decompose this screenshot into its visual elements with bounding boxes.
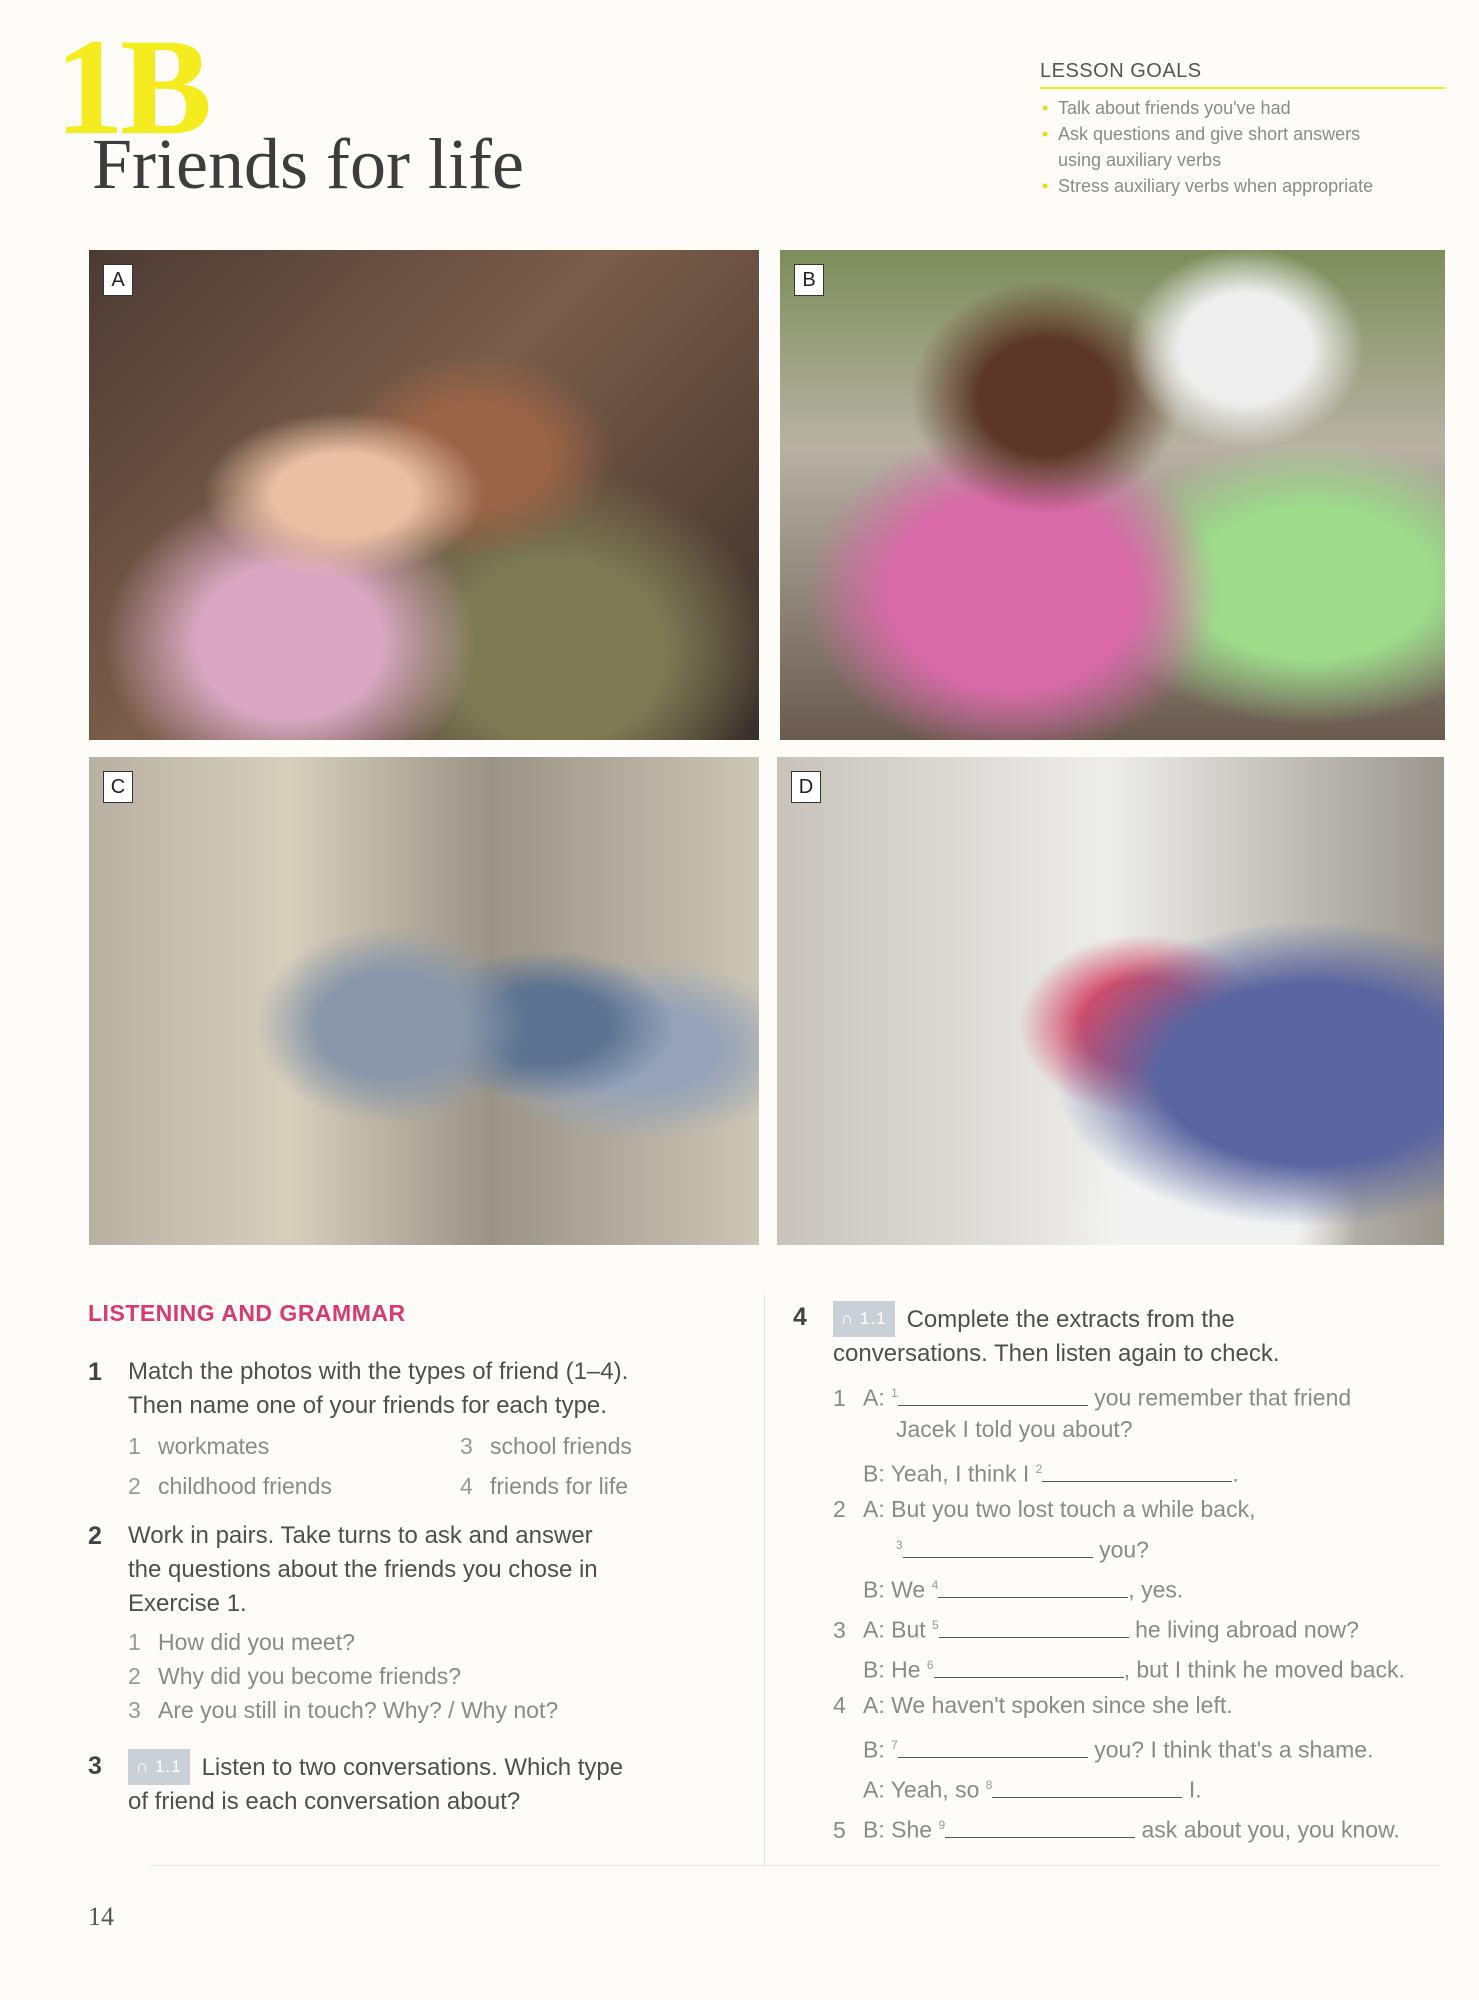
list-item: 1 How did you meet?: [128, 1629, 355, 1655]
dialogue-line: Jacek I told you about?: [896, 1416, 1133, 1442]
dialogue-line: 4 A: We haven't spoken since she left.: [833, 1692, 1233, 1718]
photo-label: C: [103, 771, 133, 803]
photo-label: B: [794, 264, 824, 296]
exercise-3-instruction: ∩ 1.1 Listen to two conversations. Which type of friend is each conversation about?: [128, 1749, 623, 1819]
goal-item: • Stress auxiliary verbs when appropriate: [1040, 173, 1445, 199]
list-item: 2 childhood friends: [128, 1473, 332, 1499]
answer-blank[interactable]: [898, 1383, 1088, 1406]
audio-track-icon[interactable]: ∩ 1.1: [833, 1301, 895, 1337]
exercise-1-instruction: Match the photos with the types of friend (1–4). Then name one of your friends for each type.: [128, 1358, 629, 1419]
answer-blank[interactable]: [939, 1615, 1129, 1638]
dialogue-line: B: $^7$ you? I think that's a shame.: [863, 1736, 1374, 1763]
dialogue-line: 1 A: $^1$ you remember that friend: [833, 1384, 1352, 1411]
answer-blank[interactable]: [1042, 1459, 1232, 1482]
photo-b: [780, 250, 1445, 740]
bullet-icon: •: [1042, 176, 1049, 196]
list-item: 1 workmates: [128, 1433, 270, 1459]
column-divider: [764, 1295, 765, 1865]
audio-track-icon[interactable]: ∩ 1.1: [128, 1749, 190, 1785]
photo-label: D: [791, 771, 821, 803]
dialogue-line: 5 B: She $^9$ ask about you, you know.: [833, 1816, 1400, 1843]
dialogue-line: 2 A: But you two lost touch a while back,: [833, 1496, 1256, 1522]
exercise-number: 1: [88, 1358, 102, 1386]
section-title: LISTENING AND GRAMMAR: [88, 1300, 406, 1326]
answer-blank[interactable]: [903, 1535, 1093, 1558]
exercise-number: 4: [793, 1303, 807, 1331]
exercise-4-instruction: ∩ 1.1 Complete the extracts from the conversations. Then listen again to check.: [833, 1301, 1279, 1371]
unit-title: Friends for life: [92, 124, 524, 204]
photo-label: A: [103, 264, 133, 296]
dialogue-line: B: Yeah, I think I $^2$ .: [863, 1460, 1239, 1487]
footer-divider: [150, 1865, 1440, 1866]
exercise-number: 2: [88, 1522, 102, 1550]
exercise-2-instruction: Work in pairs. Take turns to ask and answer the questions about the friends you chose in Exercise 1.: [128, 1522, 598, 1617]
bullet-icon: •: [1042, 124, 1049, 144]
list-item: 4 friends for life: [460, 1473, 629, 1499]
page-number: 14: [88, 1902, 114, 1931]
photo-c: [89, 757, 759, 1245]
list-item: 3 school friends: [460, 1433, 632, 1459]
bullet-icon: •: [1042, 98, 1049, 118]
goal-item: • Talk about friends you've had: [1040, 95, 1445, 121]
photo-d: [777, 757, 1444, 1245]
dialogue-line: B: He $^6$ , but I think he moved back.: [863, 1656, 1405, 1683]
dialogue-line: A: Yeah, so $^8$ I.: [863, 1776, 1202, 1803]
dialogue-line: 3 A: But $^5$ he living abroad now?: [833, 1616, 1359, 1643]
list-item: 2 Why did you become friends?: [128, 1663, 461, 1689]
answer-blank[interactable]: [938, 1575, 1128, 1598]
photo-a: [89, 250, 759, 740]
lesson-goals-title: LESSON GOALS: [1040, 60, 1445, 89]
answer-blank[interactable]: [934, 1655, 1124, 1678]
goal-item-continued: using auxiliary verbs: [1058, 150, 1222, 170]
answer-blank[interactable]: [945, 1815, 1135, 1838]
unit-code: 1B: [55, 10, 209, 163]
lesson-goals: [1040, 60, 1445, 199]
answer-blank[interactable]: [898, 1735, 1088, 1758]
dialogue-line: B: We $^4$ , yes.: [863, 1576, 1184, 1603]
exercise-number: 3: [88, 1752, 102, 1780]
dialogue-line: $^3$ you?: [896, 1536, 1149, 1563]
goal-item: • Ask questions and give short answers: [1040, 121, 1445, 147]
answer-blank[interactable]: [992, 1775, 1182, 1798]
list-item: 3 Are you still in touch? Why? / Why not?: [128, 1697, 559, 1723]
